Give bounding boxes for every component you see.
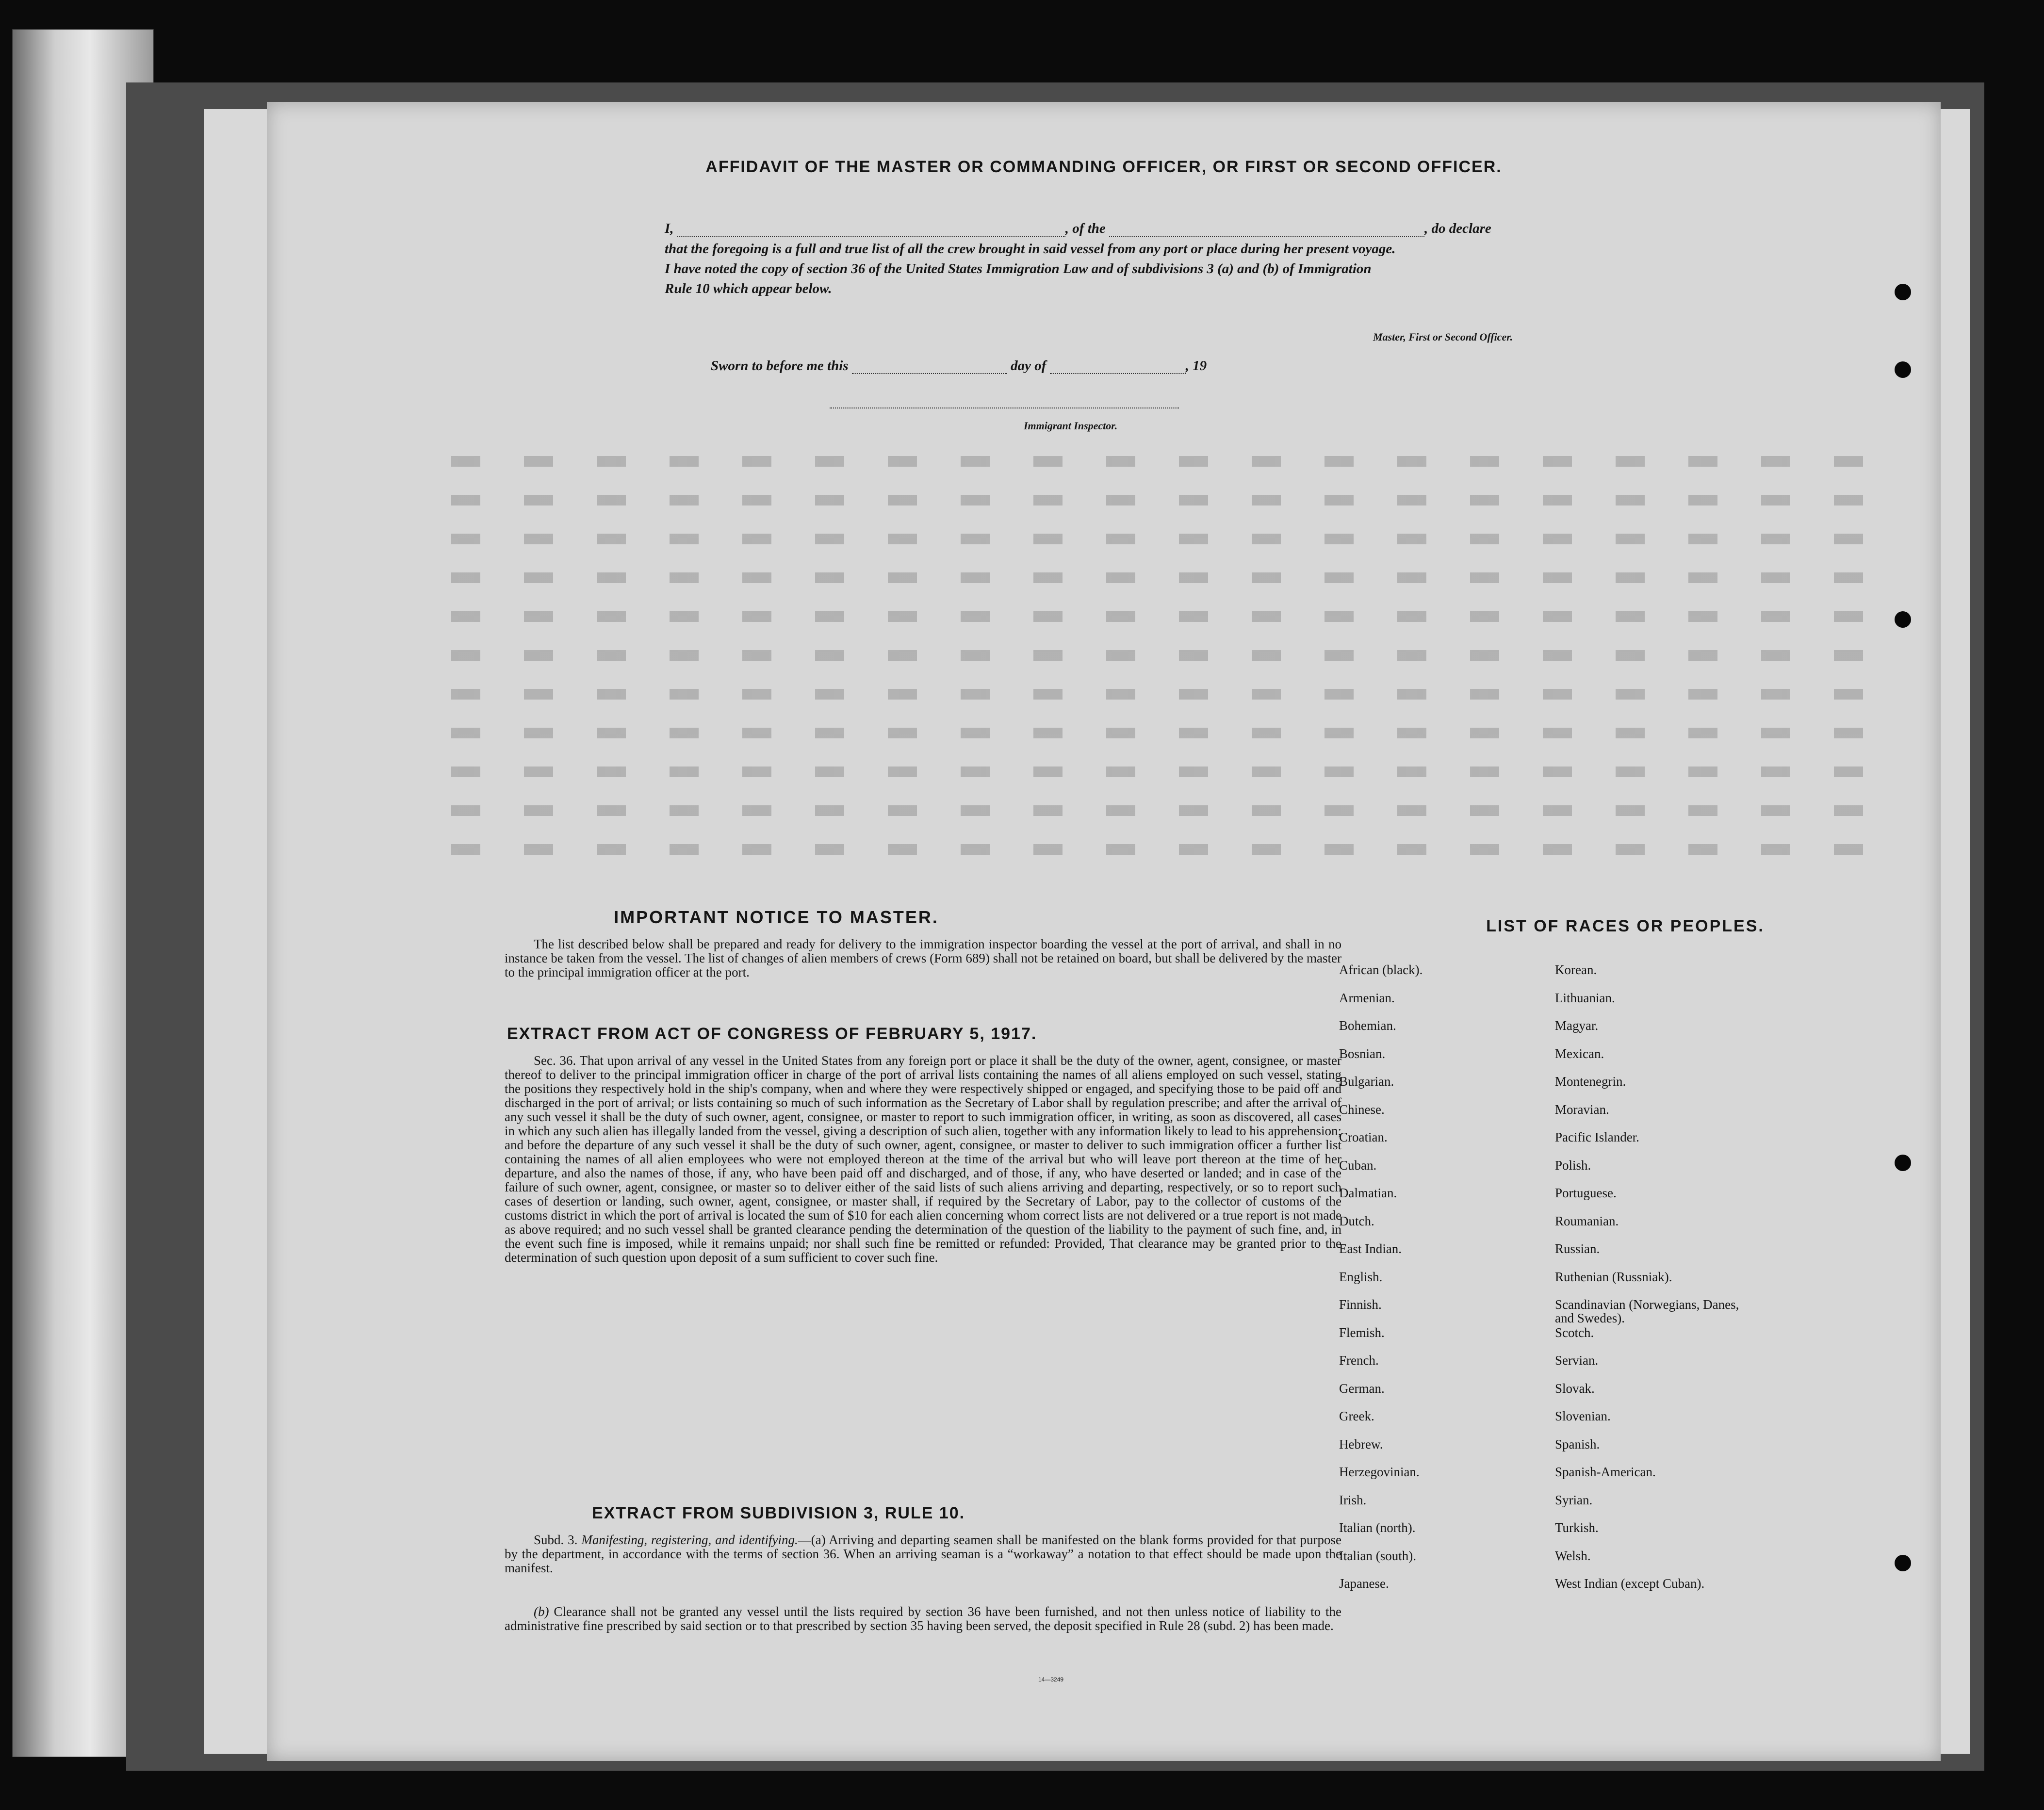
race-item: Magyar. <box>1555 1018 1599 1033</box>
section-36-label: Sec. 36. <box>534 1053 576 1068</box>
race-item: Armenian. <box>1339 990 1395 1005</box>
race-item: Scotch. <box>1555 1325 1594 1340</box>
race-item: Irish. <box>1339 1492 1367 1507</box>
race-item: Polish. <box>1555 1158 1591 1173</box>
race-item: Italian (north). <box>1339 1520 1416 1535</box>
race-item: Korean. <box>1555 962 1597 977</box>
affidavit-line-3: I have noted the copy of section 36 of the United States Immigration Law and of subdivisions 3 (a) and (b) of Immigration <box>665 261 1372 277</box>
race-item: Slovenian. <box>1555 1409 1611 1423</box>
race-item: East Indian. <box>1339 1241 1402 1256</box>
race-item: West Indian (except Cuban). <box>1555 1576 1705 1591</box>
race-item: Lithuanian. <box>1555 990 1615 1005</box>
race-item: Montenegrin. <box>1555 1074 1626 1089</box>
race-item: Flemish. <box>1339 1325 1385 1340</box>
notice-text: The list described below shall be prepared and ready for delivery to the immigration inspector boarding the vessel at the port of arrival, and shall in no instance be taken from the vessel. The list of changes of alien members of crews (Form 689) shall not be retained on board, but shall be delivered by the master to the principal immigration officer at the port. <box>505 937 1341 979</box>
year-text: , 19 <box>1185 358 1207 374</box>
extract-rule-10-title: EXTRACT FROM SUBDIVISION 3, RULE 10. <box>592 1504 965 1522</box>
day-of-text: day of <box>1011 358 1047 374</box>
races-right-column <box>1555 963 1759 1605</box>
subdivision-3-label: Subd. 3. <box>534 1533 578 1547</box>
race-item: Spanish-American. <box>1555 1465 1656 1479</box>
race-item: Roumanian. <box>1555 1213 1619 1228</box>
race-item: Japanese. <box>1339 1576 1389 1591</box>
races-title: LIST OF RACES OR PEOPLES. <box>1486 917 1765 935</box>
sworn-text: Sworn to before me this <box>711 358 849 374</box>
race-item: Moravian. <box>1555 1102 1609 1117</box>
race-item: Welsh. <box>1555 1548 1591 1563</box>
affidavit-title: AFFIDAVIT OF THE MASTER OR COMMANDING OFFICER, OR FIRST OR SECOND OFFICER. <box>705 158 1502 176</box>
manifest-page <box>267 102 1941 1761</box>
race-item: English. <box>1339 1269 1383 1284</box>
race-item: Bulgarian. <box>1339 1074 1394 1089</box>
section-36-text <box>505 1054 1341 1265</box>
affidavit-of-the: , of the <box>1065 221 1106 236</box>
races-left-column <box>1339 963 1543 1605</box>
officer-signature-label: Master, First or Second Officer. <box>1373 331 1513 343</box>
race-item: Dalmatian. <box>1339 1186 1397 1200</box>
affidavit-line-2: that the foregoing is a full and true list of all the crew brought in said vessel from any port or place during her present voyage. <box>665 241 1396 257</box>
extract-1917-title: EXTRACT FROM ACT OF CONGRESS OF FEBRUARY 5, 1917. <box>507 1025 1037 1043</box>
race-item: French. <box>1339 1353 1379 1368</box>
race-item: African (black). <box>1339 962 1423 977</box>
race-item: Cuban. <box>1339 1158 1377 1173</box>
affidavit-line-4: Rule 10 which appear below. <box>665 281 832 296</box>
race-item: Chinese. <box>1339 1102 1385 1117</box>
affidavit-i: I, <box>665 221 674 236</box>
race-item: Turkish. <box>1555 1520 1599 1535</box>
subdivision-3-heading: Manifesting, registering, and identifying. <box>581 1533 798 1547</box>
race-item: Slovak. <box>1555 1381 1595 1396</box>
inspector-signature-label: Immigrant Inspector. <box>1024 420 1118 432</box>
subdivision-3-b-label: (b) <box>534 1604 549 1619</box>
race-item: Portuguese. <box>1555 1186 1617 1200</box>
affidavit-do-declare: , do declare <box>1424 221 1491 236</box>
race-item: Bosnian. <box>1339 1046 1386 1061</box>
race-item: Italian (south). <box>1339 1548 1416 1563</box>
race-item: Pacific Islander. <box>1555 1130 1639 1144</box>
subdivision-3-a-body: —(a) Arriving and departing seamen shall be manifested on the blank forms provided for that purpose by the department, in accordance with the terms of section 36. When an arriving seaman is a “workaway” a notation to that effect should be made upon the manifest. <box>505 1533 1341 1575</box>
race-item: Dutch. <box>1339 1213 1374 1228</box>
subdivision-3-a-text <box>505 1533 1341 1575</box>
race-item: Bohemian. <box>1339 1018 1396 1033</box>
race-item: Scandinavian (Norwegians, Danes, and Swedes). <box>1555 1297 1739 1325</box>
race-item: Russian. <box>1555 1241 1600 1256</box>
race-item: Spanish. <box>1555 1436 1600 1451</box>
notice-title: IMPORTANT NOTICE TO MASTER. <box>614 907 939 927</box>
section-36-body: That upon arrival of any vessel in the United States from any foreign port or place it shall be the duty of the owner, agent, consignee, or master thereof to deliver to the principal immigration officer in charge of the port of arrival lists containing the names of all aliens employed on such vessel, stating the positions they respectively hold in the ship's company, when and where they were respectively shipped or engaged, and specifying those to be paid off and discharged in the port of arrival; or lists containing so much of such information as the Secretary of Labor shall by regulation prescribe; and after the arrival of any such vessel it shall be the duty of such owner, agent, consignee, or master to report to such immigration officer, in writing, as soon as discovered, all cases in which any such alien has illegally landed from the vessel, giving a description of such alien, together with any information likely to lead to his apprehension; and before the departure of any such vessel it shall be the duty of such owner, agent, consignee, or master to deliver to such immigration officer a further list containing the names of all alien employees who were not employed thereon at the time of the arrival but who will leave port thereon at the time of her departure, and also the names of those, if any, who have been paid off and discharged, and of those, if any, who have deserted or landed; and in case of the failure of such owner, agent, consignee, or master so to deliver either of the said lists of such aliens arriving and departing, respectively, or so to report such cases of desertion or landing, such owner, agent, consignee, or master shall, if required by the Secretary of Labor, pay to the collector of customs of the customs district in which the port of arrival is located the sum of $10 for each alien concerning whom correct lists are not delivered or a true report is not made as above required; and no such vessel shall be granted clearance pending the determination of the question of the liability to the payment of such fine, and, in the event such fine is imposed, while it remains unpaid; nor shall such fine be remitted or refunded: Provided, That clearance may be granted prior to the determination of such question upon deposit of a sum sufficient to cover such fine. <box>505 1053 1342 1265</box>
race-item: Herzegovinian. <box>1339 1465 1420 1479</box>
race-item: Croatian. <box>1339 1130 1388 1144</box>
race-item: Hebrew. <box>1339 1436 1383 1451</box>
race-item: Servian. <box>1555 1353 1599 1368</box>
subdivision-3-b-text <box>505 1605 1341 1633</box>
race-item: Ruthenian (Russniak). <box>1555 1269 1672 1284</box>
race-item: Mexican. <box>1555 1046 1604 1061</box>
race-item: German. <box>1339 1381 1385 1396</box>
race-item: Finnish. <box>1339 1297 1382 1312</box>
form-code: 14—3249 <box>1038 1676 1064 1683</box>
race-item: Greek. <box>1339 1409 1374 1423</box>
affidavit-line-1 <box>665 221 1491 237</box>
subdivision-3-b-body: Clearance shall not be granted any vessel until the lists required by section 36 have been furnished, and not then unless notice of liability to the administrative fine prescribed by said section or to that prescribed by section 35 having been served, the deposit specified in Rule 28 (subd. 2) has been made. <box>505 1604 1342 1633</box>
sworn-line <box>711 358 1207 374</box>
race-item: Syrian. <box>1555 1492 1593 1507</box>
